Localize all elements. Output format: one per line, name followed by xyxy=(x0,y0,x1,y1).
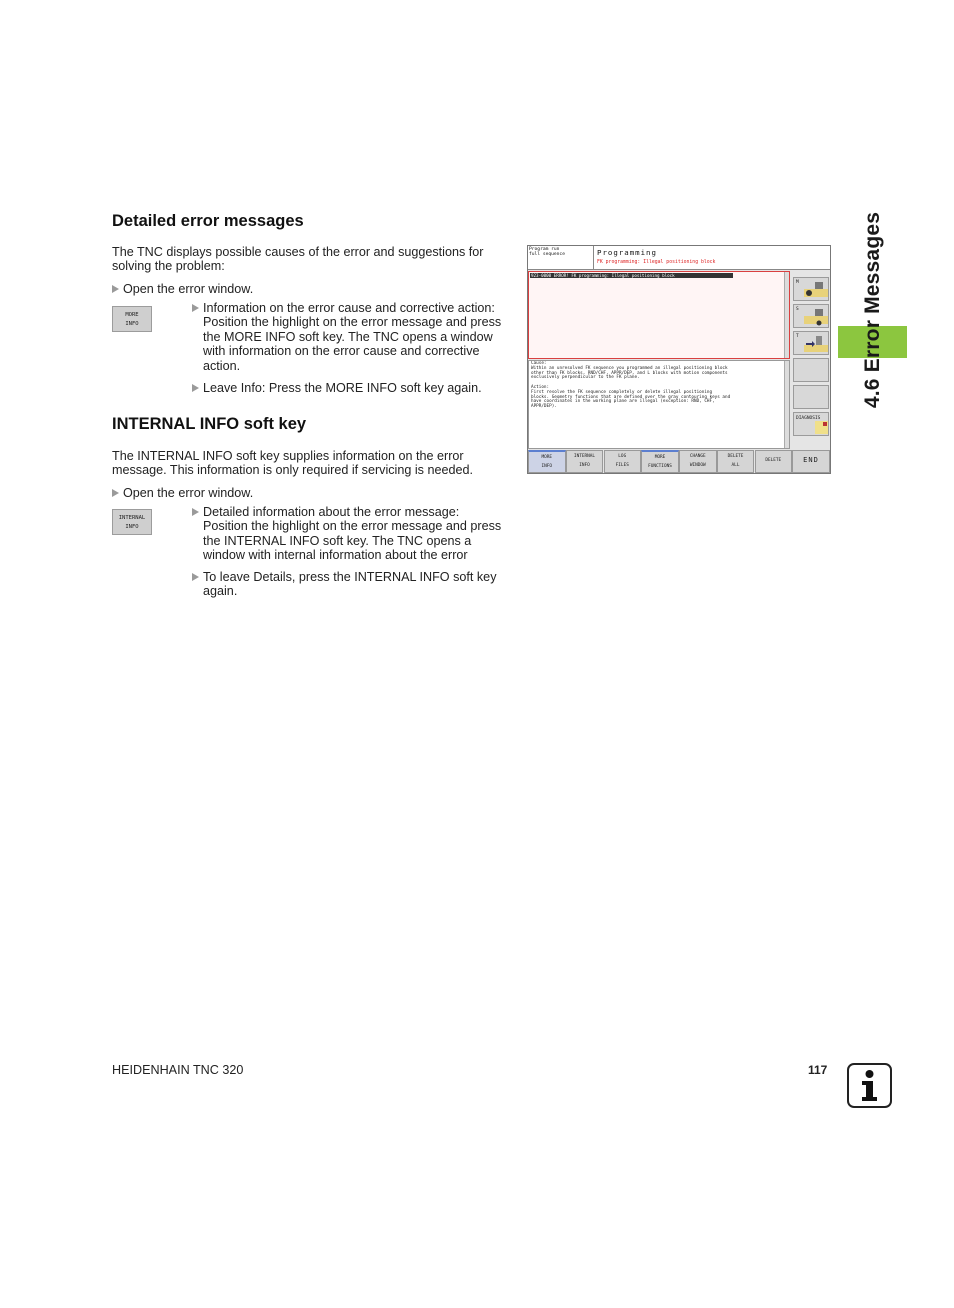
softkey-more-info[interactable]: MORE INFO xyxy=(528,450,566,473)
footer-product: HEIDENHAIN TNC 320 xyxy=(112,1063,244,1077)
horizontal-softkey-row xyxy=(528,450,830,473)
step-arrow-icon xyxy=(112,285,119,293)
internal-intro: The INTERNAL INFO soft key supplies information on the error message. This information is only required if servicing is needed. xyxy=(112,449,473,478)
header-error-message: FK programming: Illegal positioning block xyxy=(597,260,716,265)
internal-step-leave: To leave Details, press the INTERNAL INFO soft key again. xyxy=(192,570,512,599)
error-detail-window: Cause: Within an unresolved FK sequence you programmed an illegal positioning block other than FK blocks, RND/CHF, APPR/DEP, and L blocks with motion components exclusively perpendicular to the FK plane. Action: First resolve the FK sequence completely or delete illegal positioning blocks. Geometry functions that are defined over the gray contouring keys and have coordinates in the working plane are illegal (exception: RND, CHF, APPR/DEP). xyxy=(528,360,790,449)
softkey-end[interactable]: END xyxy=(792,450,830,473)
softkey-delete[interactable]: DELETE xyxy=(755,450,793,473)
tnc-screenshot xyxy=(527,245,831,474)
programming-header xyxy=(594,246,830,270)
detailed-step-info: Information on the error cause and corrective action: Position the highlight on the error message and press the MORE INFO soft key. The TNC opens a window with information on the error cause and corrective action. xyxy=(192,301,512,373)
side-key-diagnosis[interactable]: DIAGNOSIS xyxy=(793,412,829,436)
detail-scrollbar[interactable] xyxy=(784,361,789,448)
step-arrow-icon xyxy=(112,489,119,497)
heading-internal-info: INTERNAL INFO soft key xyxy=(112,415,307,433)
step-arrow-icon xyxy=(192,304,199,312)
more-info-softkey: MORE INFO xyxy=(112,306,152,332)
info-glyph xyxy=(849,1065,890,1106)
side-key-empty-2[interactable] xyxy=(793,385,829,409)
softkey-more-functions[interactable]: MORE FUNCTIONS xyxy=(641,450,679,473)
tool-t-icon xyxy=(802,335,828,354)
error-list-scrollbar[interactable] xyxy=(784,272,789,358)
side-key-t[interactable]: T xyxy=(793,331,829,355)
internal-step-info: Detailed information about the error message: Position the highlight on the error message and press the INTERNAL INFO soft key. The TNC opens a window with internal information about the error xyxy=(192,505,512,563)
step-arrow-icon xyxy=(192,384,199,392)
internal-step-open: Open the error window. xyxy=(112,486,253,500)
spindle-m-icon xyxy=(802,281,828,300)
softkey-change-window[interactable]: CHANGE WINDOW xyxy=(679,450,717,473)
softkey-log-files[interactable]: LOG FILES xyxy=(604,450,642,473)
step-arrow-icon xyxy=(192,508,199,516)
side-key-empty-1[interactable] xyxy=(793,358,829,382)
internal-info-softkey: INTERNAL INFO xyxy=(112,509,152,535)
section-tab xyxy=(813,195,933,425)
spindle-s-icon xyxy=(802,308,828,327)
info-icon xyxy=(847,1063,892,1108)
detailed-intro: The TNC displays possible causes of the error and suggestions for solving the problem: xyxy=(112,245,484,274)
step-arrow-icon xyxy=(192,573,199,581)
error-list-window xyxy=(528,271,790,359)
side-key-s[interactable]: S xyxy=(793,304,829,328)
detailed-step-open: Open the error window. xyxy=(112,282,253,296)
softkey-internal-info[interactable]: INTERNAL INFO xyxy=(566,450,604,473)
heading-detailed-error-messages: Detailed error messages xyxy=(112,212,304,230)
operating-mode-panel: Program run full sequence xyxy=(528,246,594,270)
detailed-step-leave: Leave Info: Press the MORE INFO soft key again. xyxy=(192,381,482,395)
screen-title: Programming xyxy=(597,248,657,257)
diagnosis-icon xyxy=(814,420,829,435)
softkey-delete-all[interactable]: DELETE ALL xyxy=(717,450,755,473)
section-tab-label: 4.6 Error Messages xyxy=(861,211,884,409)
error-row-highlighted[interactable]: 923-0000 ERROR! FK programming: Illegal positioning block xyxy=(530,273,733,278)
page-number: 117 xyxy=(808,1063,828,1077)
side-key-m[interactable]: M xyxy=(793,277,829,301)
